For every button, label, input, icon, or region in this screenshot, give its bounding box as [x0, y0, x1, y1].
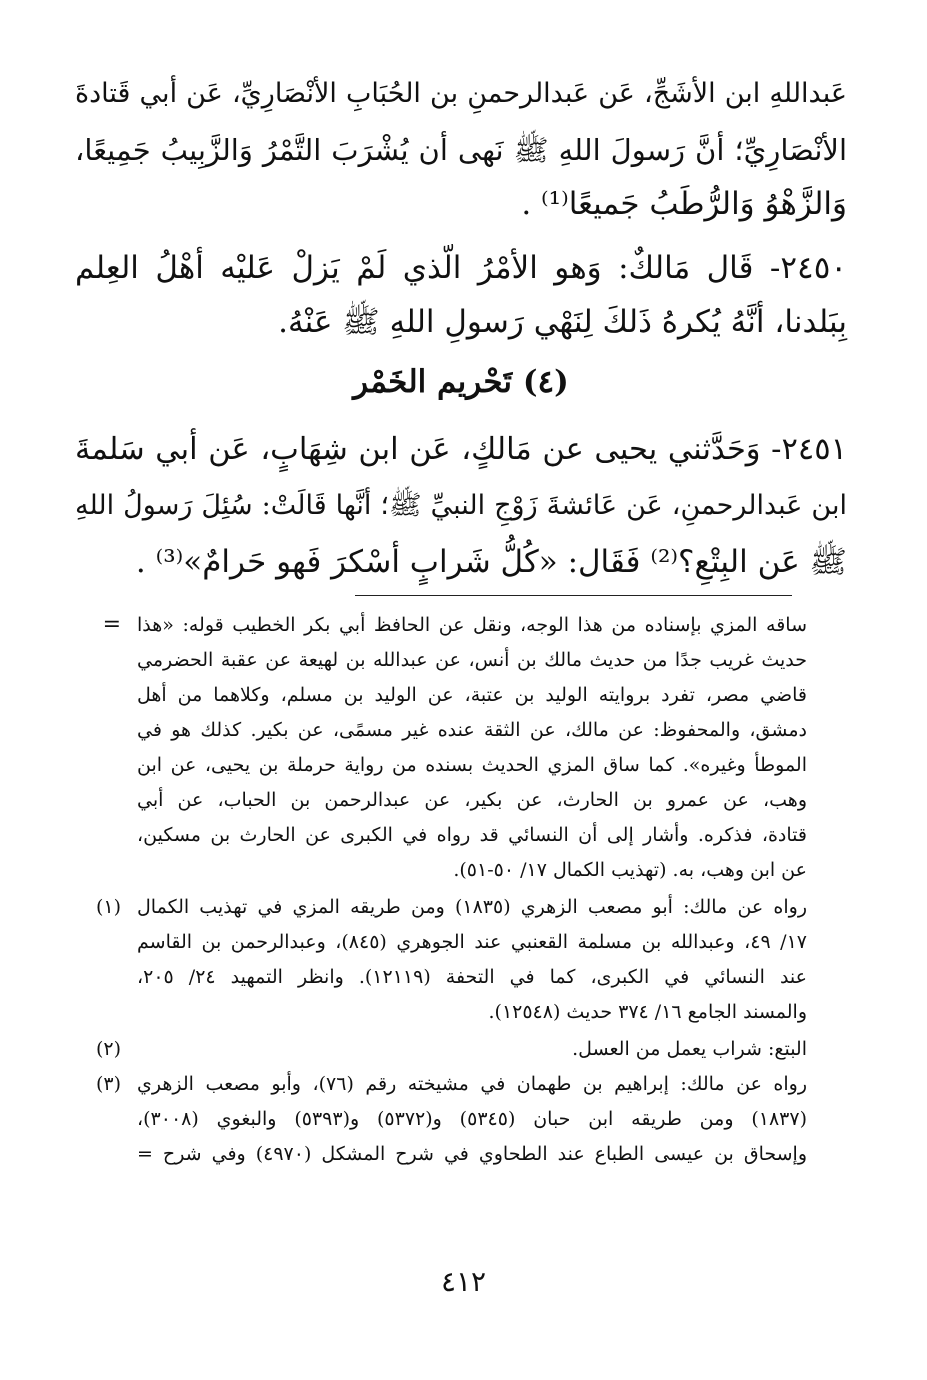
footnote-cont-line-4: دمشق، والمحفوظ: عن مالك، عن الثقة عنده غير مسمًى، عن بكير. كذلك هو في: [137, 719, 807, 741]
main-line-4: ٢٤٥٠- قَال مَالكٌ: وَهو الأمْرُ الّذي لَمْ يَزلْ عَليْه أهْلُ العِلم: [75, 250, 847, 286]
main-line-7: ابن عَبدالرحمنِ، عَن عَائشةَ زَوْجِ النبيِّ ﷺ؛ أنَّها قَالَتْ: سُئِلَ رَسولُ اللهِ: [75, 490, 847, 521]
main-line-8: ﷺ عَن البِتْعِ؟⁽²⁾ فَقَال: «كُلُّ شَرابٍ أسْكرَ فَهو حَرامٌ»⁽³⁾ .: [135, 544, 847, 580]
footnote-cont-line-8: عن ابن وهب، به. (تهذيب الكمال ١٧/ ٥٠-٥١).: [453, 859, 807, 881]
footnote-cont-line-2: حديث غريب جدًا من حديث مالك بن أنس، عن عبدالله بن لهيعة عن عقبة الحضرمي: [137, 649, 807, 671]
footnote-3-line-1: رواه عن مالك: إبراهيم بن طهمان في مشيخته رقم (٧٦)، وأبو مصعب الزهري: [137, 1073, 807, 1095]
main-line-2: الأنْصَارِيِّ؛ أنَّ رَسولَ اللهِ ﷺ نَهى أن يُشْرَبَ التَّمْرُ وَالزَّبِيبُ جَمِيعًا،: [75, 133, 847, 167]
main-line-1: عَبداللهِ ابن الأشَجِّ، عَن عَبدالرحمنِ بن الحُبَابِ الأنْصَارِيِّ، عَن أبي قَتادةَ: [75, 78, 847, 109]
footnote-2-line-1: البتع: شراب يعمل من العسل.: [572, 1038, 807, 1060]
footnote-cont-line-7: قتادة، فذكره. وأشار إلى أن النسائي قد رواه في الكبرى عن الحارث بن مسكين،: [137, 824, 807, 846]
main-line-3: وَالزَّهْوُ وَالرُّطَبُ جَميعًا⁽¹⁾ .: [521, 186, 847, 222]
footnote-1-line-1: رواه عن مالك: أبو مصعب الزهري (١٨٣٥) ومن طريقه المزي في تهذيب الكمال: [137, 896, 807, 918]
footnote-1-marker: (١): [95, 896, 121, 918]
footnote-cont-line-5: الموطأ وغيره». كما ساق المزي الحديث بسنده من رواية حرملة بن يحيى، عن ابن: [137, 754, 807, 776]
main-line-6: ٢٤٥١- وَحَدَّثني يحيى عن مَالكٍ، عَن ابن شِهَابٍ، عَن أبي سَلمةَ: [75, 432, 847, 467]
footnote-2-marker: (٢): [95, 1038, 121, 1060]
section-heading: (٤) تَحْريم الخَمْر: [353, 364, 569, 400]
main-line-5: بِبَلدنا، أنَّهُ يُكرهُ ذَلكَ لِنَهْي رَسولِ اللهِ ﷺ عَنْهُ.: [278, 304, 847, 340]
footnote-cont-line-1: ساقه المزي بإسناده من هذا الوجه، ونقل عن الحافظ أبي بكر الخطيب قوله: «هذا: [137, 614, 807, 636]
footnote-cont-line-6: وهب، عن عمرو بن الحارث، عن بكير، عن عبدالرحمن بن الحباب، عن أبي: [137, 789, 807, 811]
footnote-divider: [355, 595, 792, 596]
footnote-3-line-3: وإسحاق بن عيسى الطباع عند الطحاوي في شرح المشكل (٤٩٧٠) وفي شرح =: [137, 1143, 807, 1165]
footnote-1-line-4: والمسند الجامع ١٦/ ٣٧٤ حديث (١٢٥٤٨).: [488, 1001, 807, 1023]
footnote-1-line-2: ١٧/ ٤٩، وعبدالله بن مسلمة القعنبي عند الجوهري (٨٤٥)، وعبدالرحمن بن القاسم: [137, 931, 807, 953]
page-number: ٤١٢: [440, 1265, 487, 1298]
footnote-1-line-3: عند النسائي في الكبرى، كما في التحفة (١٢١١٩). وانظر التمهيد ٢٤/ ٢٠٥،: [137, 966, 808, 988]
footnote-3-marker: (٣): [95, 1073, 121, 1095]
footnote-cont-line-3: قاضي مصر، تفرد بروايته الوليد بن عتبة، عن الوليد بن مسلم، وكلاهما من أهل: [137, 684, 807, 706]
footnote-3-line-2: (١٨٣٧) ومن طريقه ابن حبان (٥٣٤٥) و(٥٣٧٢) و(٥٣٩٣) والبغوي (٣٠٠٨)،: [137, 1108, 808, 1130]
footnote-continuation-marker: =: [102, 612, 121, 637]
